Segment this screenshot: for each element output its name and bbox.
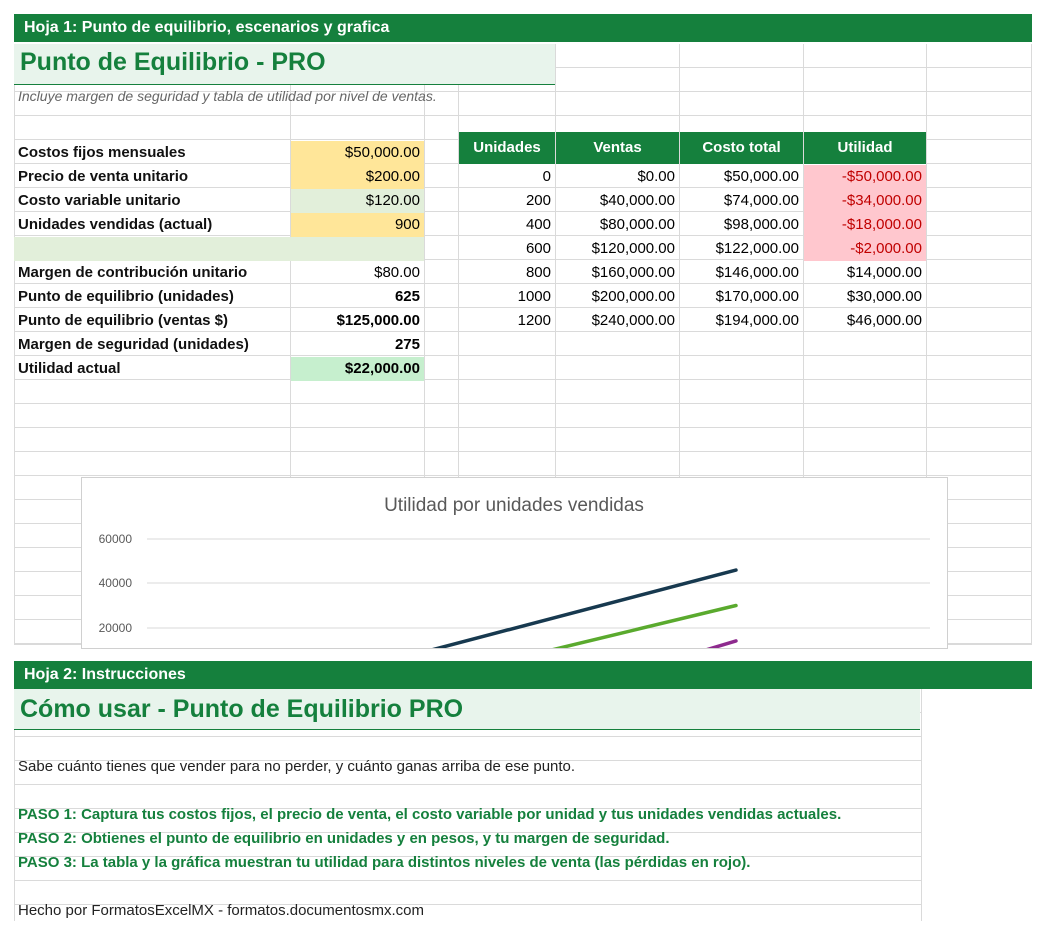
series-line[interactable] <box>632 641 736 648</box>
sheet1-banner: Hoja 1: Punto de equilibrio, escenarios y grafica <box>14 14 1032 42</box>
breakeven-sales-value: $125,000.00 <box>336 312 420 329</box>
safety-margin-value: 275 <box>394 336 420 353</box>
col-header-units[interactable]: Unidades <box>459 132 555 164</box>
units-cell[interactable]: 0 <box>542 168 551 185</box>
profit-cell[interactable]: $14,000.00 <box>846 264 922 281</box>
y-tick-label: 20000 <box>98 621 132 635</box>
current-profit-value: $22,000.00 <box>291 357 424 381</box>
series-line[interactable] <box>497 606 736 649</box>
units-cell[interactable]: 400 <box>525 216 551 233</box>
input-label: Costos fijos mensuales <box>18 144 186 161</box>
units-cell[interactable]: 600 <box>525 240 551 257</box>
profit-cell[interactable]: $46,000.00 <box>846 312 922 329</box>
sales-cell[interactable]: $200,000.00 <box>591 288 675 305</box>
units-cell[interactable]: 1200 <box>517 312 551 329</box>
series-line[interactable] <box>432 570 736 648</box>
input-label: Costo variable unitario <box>18 192 181 209</box>
y-tick-label: 40000 <box>98 576 132 590</box>
total-cost-cell[interactable]: $98,000.00 <box>723 216 799 233</box>
unit-price-cell[interactable]: $200.00 <box>291 165 424 189</box>
total-cost-cell[interactable]: $122,000.00 <box>715 240 799 257</box>
profit-chart[interactable] <box>81 477 948 649</box>
profit-cell[interactable]: -$18,000.00 <box>804 213 926 237</box>
total-cost-cell[interactable]: $170,000.00 <box>715 288 799 305</box>
result-label: Punto de equilibrio (unidades) <box>18 288 234 305</box>
col-header-profit[interactable]: Utilidad <box>804 132 926 164</box>
variable-cost-cell[interactable]: $120.00 <box>291 189 424 213</box>
sales-cell[interactable]: $120,000.00 <box>591 240 675 257</box>
series-layer <box>432 570 736 648</box>
input-label: Unidades vendidas (actual) <box>18 216 213 233</box>
profit-cell[interactable]: -$34,000.00 <box>804 189 926 213</box>
units-cell[interactable]: 800 <box>525 264 551 281</box>
total-cost-cell[interactable]: $194,000.00 <box>715 312 799 329</box>
units-cell[interactable]: 1000 <box>517 288 551 305</box>
profit-cell[interactable]: -$50,000.00 <box>804 165 926 189</box>
col-header-sales[interactable]: Ventas <box>556 132 679 164</box>
sales-cell[interactable]: $40,000.00 <box>599 192 675 209</box>
intro-text: Sabe cuánto tienes que vender para no perder, y cuánto ganas arriba de ese punto. <box>18 758 576 775</box>
input-label: Precio de venta unitario <box>18 168 189 185</box>
result-label: Margen de contribución unitario <box>18 264 248 281</box>
page-subtitle: Incluye margen de seguridad y tabla de utilidad por nivel de ventas. <box>18 88 437 104</box>
y-tick-label: 60000 <box>98 532 132 546</box>
total-cost-cell[interactable]: $146,000.00 <box>715 264 799 281</box>
step-2-text: PASO 2: Obtienes el punto de equilibrio en unidades y en pesos, y tu margen de seguridad. <box>18 830 670 847</box>
page-title: Punto de Equilibrio - PRO <box>20 48 326 76</box>
fixed-costs-cell[interactable]: $50,000.00 <box>291 141 424 165</box>
profit-cell[interactable]: -$2,000.00 <box>804 237 926 261</box>
sales-cell[interactable]: $0.00 <box>637 168 675 185</box>
step-3-text: PASO 3: La tabla y la gráfica muestran tu utilidad para distintos niveles de venta (las pérdidas en rojo). <box>18 854 751 871</box>
chart-svg <box>82 478 947 648</box>
step-1-text: PASO 1: Captura tus costos fijos, el precio de venta, el costo variable por unidad y tus unidades vendidas actuales. <box>18 806 842 823</box>
units-cell[interactable]: 200 <box>525 192 551 209</box>
result-label: Margen de seguridad (unidades) <box>18 336 249 353</box>
sheet2-banner: Hoja 2: Instrucciones <box>14 661 1032 689</box>
profit-cell[interactable]: $30,000.00 <box>846 288 922 305</box>
sales-cell[interactable]: $80,000.00 <box>599 216 675 233</box>
contribution-margin-value: $80.00 <box>374 264 420 281</box>
blank-row <box>14 237 424 261</box>
sheet2-title: Cómo usar - Punto de Equilibrio PRO <box>20 695 464 723</box>
chart-title: Utilidad por unidades vendidas <box>384 495 644 516</box>
total-cost-cell[interactable]: $50,000.00 <box>723 168 799 185</box>
col-header-total-cost[interactable]: Costo total <box>680 132 803 164</box>
units-sold-cell[interactable]: 900 <box>291 213 424 237</box>
breakeven-units-value: 625 <box>394 288 420 305</box>
footer-credit: Hecho por FormatosExcelMX - formatos.documentosmx.com <box>18 902 424 919</box>
sales-cell[interactable]: $160,000.00 <box>591 264 675 281</box>
result-label: Punto de equilibrio (ventas $) <box>18 312 229 329</box>
result-label: Utilidad actual <box>18 360 121 377</box>
grid-col-i <box>1031 44 1032 644</box>
sales-cell[interactable]: $240,000.00 <box>591 312 675 329</box>
total-cost-cell[interactable]: $74,000.00 <box>723 192 799 209</box>
